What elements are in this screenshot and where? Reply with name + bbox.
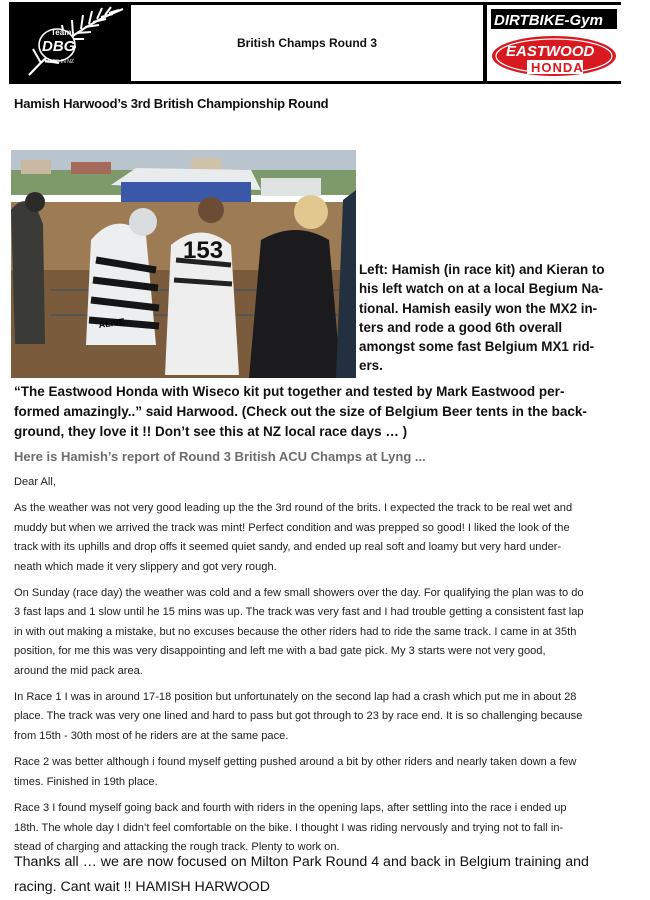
team-initials: DBG [42, 38, 76, 55]
text-line: stead of charging and attacking the rough track. Plenty to work on. [14, 840, 340, 853]
text-line: As the weather was not very good leading up the the 3rd round of the brits. I expected the track to be real wet and [14, 502, 573, 515]
text-line: in with out making a mistake, but no excuses because the other riders had to ride the same track. I came in at 35th [14, 625, 577, 638]
bib-number: 153 [183, 237, 224, 264]
team-dbg-logo [11, 5, 127, 81]
text-line: On Sunday (race day) the weather was cold and a few small showers over the day. For qualifying the plan was to do [14, 587, 584, 600]
header-bar [9, 2, 621, 84]
thanks-line: Thanks all … we are now focused on Milton Park Round 4 and back in Belgium training and [14, 854, 589, 870]
team-tagline: MADE IN NZ [45, 59, 74, 65]
caption-line: tional. Hamish easily won the MX2 in- [359, 300, 598, 316]
spectators-photo-icon [11, 150, 356, 378]
caption-line: his left watch on at a local Begium Na- [359, 281, 604, 297]
paragraph [14, 473, 624, 492]
quote-line: formed amazingly..” said Harwood. (Check out the size of Belgium Beer tents in the back- [14, 404, 587, 419]
text-line: place. The track was very one lined and hard to pass but got through to 23 by race end. It is so challenging because [14, 710, 583, 723]
honda-logo: HONDA [531, 60, 584, 75]
text-line: around the mid pack area. [14, 664, 143, 677]
race-photo [11, 150, 356, 378]
paragraph [14, 799, 624, 857]
quote-line: “The Eastwood Honda with Wiseco kit put together and tested by Mark Eastwood per- [14, 384, 565, 399]
text-line: Race 3 I found myself going back and fourth with riders in the opening laps, after settling into the race i ended up [14, 802, 567, 815]
text-line: muddy but when we arrived the track was mint! Perfect condition and was prepped so good! I liked the look of the [14, 521, 570, 534]
photo-caption [359, 260, 621, 376]
article-heading: Hamish Harwood’s 3rd British Championship Round [14, 96, 329, 111]
caption-line: amongst some fast Belgium MX1 rid- [359, 339, 595, 355]
fern-logo-icon [11, 5, 127, 81]
eastwood-logo: EASTWOOD [506, 43, 595, 60]
paragraph [14, 584, 624, 681]
text-line: times. Finished in 19th place. [14, 775, 158, 788]
paragraph [14, 688, 624, 746]
report-body [14, 473, 624, 864]
closing-thanks [14, 850, 629, 900]
text-line: from 15th - 30th most of he riders are at the same pace. [14, 729, 289, 742]
text-line: 3 fast laps and 1 slow until he 15 mins was up. The track was very fast and I had trouble getting a consistent fast lap [14, 606, 584, 619]
team-label: Team [51, 28, 72, 37]
caption-line: ters and rode a good 6th overall [359, 319, 563, 335]
paragraph [14, 499, 624, 577]
dirtbike-gym-logo: DIRTBIKE-Gym [494, 12, 603, 29]
caption-line: ers. [359, 358, 383, 374]
text-line: Race 2 was better although i found myself getting pushed around a bit by other riders and nearly taken down a few [14, 756, 577, 769]
jacket-text: ALIVE [97, 316, 126, 330]
text-line: track with its uphills and drop offs it seemed quiet sandy, and ended up real soft and loamy but very hard under- [14, 541, 562, 554]
text-line: neath which made it very slippery and got very rough. [14, 560, 277, 573]
text-line: In Race 1 I was in around 17-18 position but unfortunately on the second lap had a crash which put me in about 28 [14, 691, 577, 704]
sponsor-logos [487, 5, 621, 81]
harwood-quote [14, 382, 620, 442]
thanks-line: racing. Cant wait !! HAMISH HARWOOD [14, 879, 270, 895]
title-box [131, 5, 483, 81]
text-line: Dear All, [14, 476, 56, 488]
paragraph [14, 753, 624, 792]
caption-line: Left: Hamish (in race kit) and Kieran to [359, 262, 605, 277]
text-line: 18th. The whole day I didn’t feel comfortable on the bike. I thought I was riding nervously and trying not to fall in- [14, 821, 564, 834]
report-title: Here is Hamish’s report of Round 3 British ACU Champs at Lyng ... [14, 449, 426, 464]
sponsor-logo-icon [487, 5, 621, 81]
quote-line: ground, they love it !! Don’t see this at NZ local race days … ) [14, 424, 408, 439]
page-title: British Champs Round 3 [236, 36, 377, 50]
text-line: position, for me this was very disappointing and left me with a bad gate pick. My 3 starts were not very good, [14, 645, 546, 658]
